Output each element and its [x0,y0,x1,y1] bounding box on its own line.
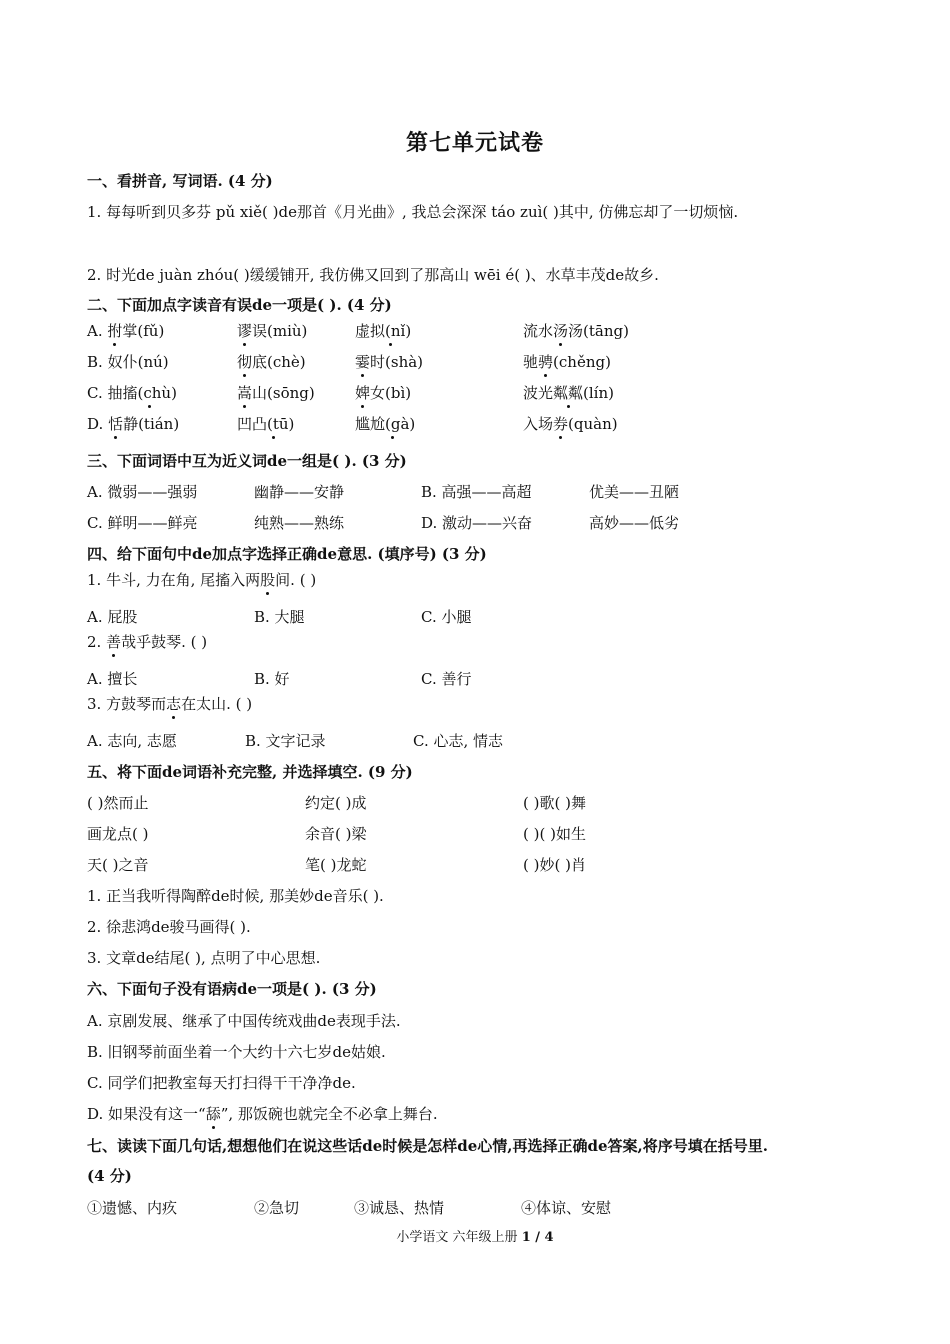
s5-idiom-blank: ( )然而止 [87,794,149,812]
s4-q1-option: C. 小腿 [421,608,472,626]
s2-option-b-w4: 驰骋(chěng) [523,353,611,371]
s2-option-a-w4: 流水汤汤(tāng) [523,322,629,340]
section-6-heading: 六、下面句子没有语病de一项是( ). (3 分) [87,980,377,998]
s7-option: ③诚恳、热情 [354,1199,445,1217]
s3-option: B. 高强——高超 [421,483,532,501]
s2-option-c-w4: 波光粼粼(lín) [523,384,614,402]
s4-q1-option: A. 屁股 [87,608,138,626]
page-title: 第七单元试卷 [405,130,544,156]
page-footer [0,1226,950,1245]
s5-idiom-blank: 笔( )龙蛇 [305,856,367,874]
s3-option: 优美——丑陋 [589,483,680,501]
s6-option-c: C. 同学们把教室每天打扫得干干净净de. [87,1074,356,1092]
s4-question-2: 2. 善哉乎鼓琴. ( ) [87,633,208,651]
s3-option: D. 激动——兴奋 [421,514,533,532]
section-1-heading: 一、看拼音, 写词语. (4 分) [87,172,273,190]
section-7-heading: 七、读读下面几句话,想想他们在说这些话de时候是怎样de心情,再选择正确de答案,将序号填在括号里. [87,1137,768,1155]
s4-q2-option: C. 善行 [421,670,472,688]
s2-option-a-w2: 谬误(miù) [237,322,308,340]
s6-option-a: A. 京剧发展、继承了中国传统戏曲de表现手法. [87,1012,401,1030]
s1-question-1: 1. 每每听到贝多芬 pǔ xiě( )de那首《月光曲》, 我总会深深 táo zuì( )其中, 仿佛忘却了一切烦恼. [87,203,739,221]
s6-option-d: D. 如果没有这一“舔”, 那饭碗也就完全不必拿上舞台. [87,1105,438,1123]
s4-q2-option: B. 好 [254,670,290,688]
s7-option: ①遗憾、内疚 [87,1199,178,1217]
s5-fill-2: 2. 徐悲鸿de骏马画得( ). [87,918,251,936]
s5-idiom-blank: ( )妙( )肖 [523,856,586,874]
section-2-heading: 二、下面加点字读音有误de一项是( ). (4 分) [87,296,392,314]
s3-option: 幽静——安静 [254,483,345,501]
s2-option-b-w2: 彻底(chè) [237,353,306,371]
s2-option-a-w1: A. 拊掌(fǔ) [87,322,165,340]
s4-q1-option: B. 大腿 [254,608,305,626]
s2-option-c-w2: 嵩山(sōng) [237,384,315,402]
s3-option: A. 微弱——强弱 [87,483,198,501]
s3-option: 纯熟——熟练 [254,514,345,532]
s2-option-d-w2: 凹凸(tū) [237,415,295,433]
footer-text: 小学语文 六年级上册 [396,1230,522,1245]
s5-idiom-blank: 天( )之音 [87,856,149,874]
section-3-heading: 三、下面词语中互为近义词de一组是( ). (3 分) [87,452,407,470]
s4-q3-option: B. 文字记录 [245,732,326,750]
s7-option: ②急切 [254,1199,300,1217]
s3-option: 高妙——低劣 [589,514,680,532]
s2-option-b-w1: B. 奴仆(nú) [87,353,169,371]
s5-idiom-blank: 约定( )成 [305,794,367,812]
s6-option-b: B. 旧钢琴前面坐着一个大约十六七岁de姑娘. [87,1043,386,1061]
s4-q3-option: A. 志向, 志愿 [87,732,177,750]
s5-idiom-blank: ( )( )如生 [523,825,586,843]
s5-idiom-blank: ( )歌( )舞 [523,794,586,812]
s2-option-c-w1: C. 抽搐(chù) [87,384,177,402]
s2-option-c-w3: 婢女(bì) [355,384,412,402]
s5-idiom-blank: 余音( )梁 [305,825,367,843]
page-number: 1 / 4 [521,1230,554,1245]
s5-idiom-blank: 画龙点( ) [87,825,149,843]
s2-option-d-w1: D. 恬静(tián) [87,415,180,433]
section-5-heading: 五、将下面de词语补充完整, 并选择填空. (9 分) [87,763,413,781]
s5-fill-3: 3. 文章de结尾( ), 点明了中心思想. [87,949,321,967]
s4-q3-option: C. 心志, 情志 [413,732,504,750]
s5-fill-1: 1. 正当我听得陶醉de时候, 那美妙de音乐( ). [87,887,384,905]
s7-option: ④体谅、安慰 [521,1199,612,1217]
s1-question-2: 2. 时光de juàn zhóu( )缓缓铺开, 我仿佛又回到了那高山 wēi é( )、水草丰茂de故乡. [87,266,659,284]
s2-option-d-w3: 尴尬(gà) [355,415,416,433]
s4-q2-option: A. 擅长 [87,670,138,688]
s4-question-3: 3. 方鼓琴而志在太山. ( ) [87,695,253,713]
section-4-heading: 四、给下面句中de加点字选择正确de意思. (填序号) (3 分) [87,545,487,563]
s2-option-b-w3: 霎时(shà) [355,353,424,371]
s3-option: C. 鲜明——鲜亮 [87,514,198,532]
s2-option-a-w3: 虚拟(nǐ) [355,322,412,340]
s4-question-1: 1. 牛斗, 力在角, 尾搐入两股间. ( ) [87,571,317,589]
s2-option-d-w4: 入场券(quàn) [523,415,618,433]
section-7-score: (4 分) [87,1167,132,1185]
